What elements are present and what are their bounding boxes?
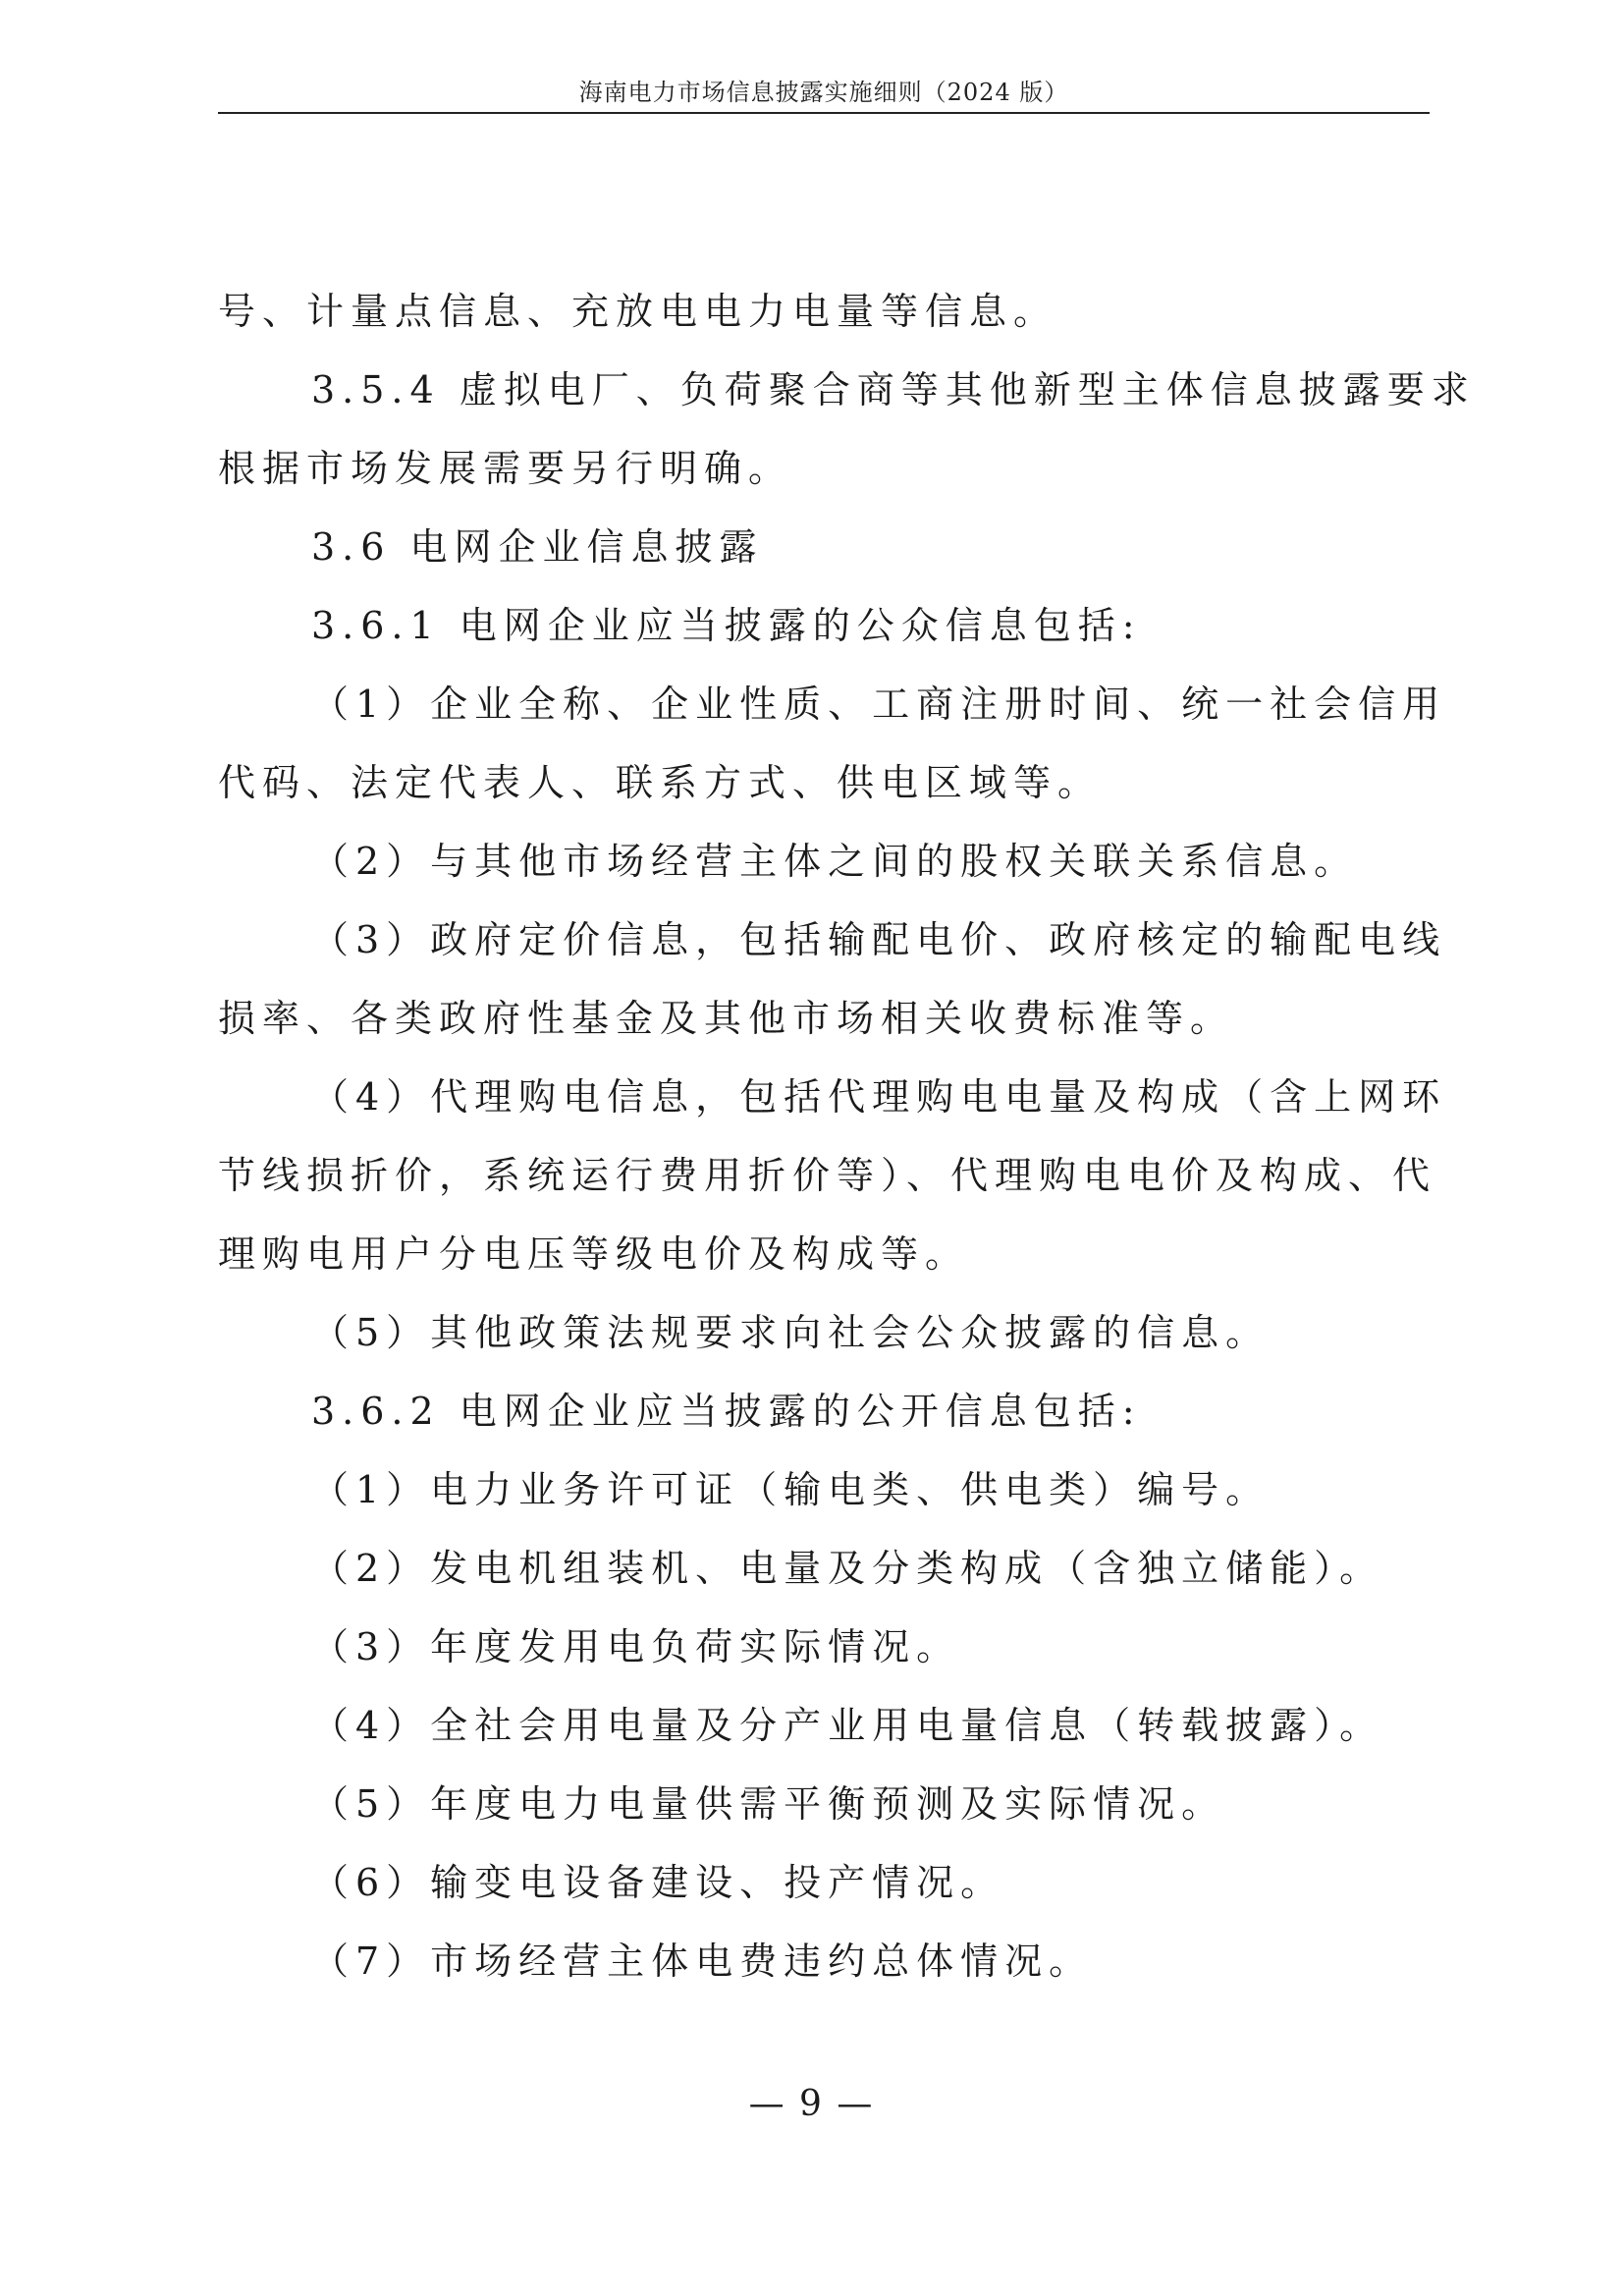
text-line: 3.5.4 虚拟电厂、负荷聚合商等其他新型主体信息披露要求: [311, 368, 1476, 411]
text-line: 损率、各类政府性基金及其他市场相关收费标准等。: [218, 997, 1235, 1040]
text-line: （7）市场经营主体电费违约总体情况。: [311, 1940, 1094, 1983]
text-line: （4）全社会用电量及分产业用电量信息（转载披露）。: [311, 1704, 1384, 1747]
text-line: （2）发电机组装机、电量及分类构成（含独立储能）。: [311, 1547, 1384, 1590]
text-line: （3）年度发用电负荷实际情况。: [311, 1625, 961, 1668]
text-line: 代码、法定代表人、联系方式、供电区域等。: [218, 761, 1103, 804]
text-line: 根据市场发展需要另行明确。: [218, 447, 793, 490]
text-line: 3.6.2 电网企业应当披露的公开信息包括:: [311, 1390, 1142, 1433]
text-line: （2）与其他市场经营主体之间的股权关联关系信息。: [311, 840, 1359, 883]
page-number: — 9 —: [748, 2084, 875, 2124]
text-line: 节线损折价，系统运行费用折价等）、代理购电电价及构成、代: [218, 1154, 1437, 1197]
text-line: 3.6.1 电网企业应当披露的公众信息包括:: [311, 604, 1142, 647]
text-line: （1）电力业务许可证（输电类、供电类）编号。: [311, 1468, 1271, 1511]
text-line: （5）年度电力电量供需平衡预测及实际情况。: [311, 1782, 1226, 1826]
text-line: 号、计量点信息、充放电电力电量等信息。: [218, 290, 1058, 333]
running-header: 海南电力市场信息披露实施细则（2024 版）: [578, 79, 1069, 106]
text-line: （4）代理购电信息，包括代理购电电量及构成（含上网环: [311, 1075, 1447, 1119]
header-rule: [218, 112, 1430, 114]
section-heading: 3.6 电网企业信息披露: [311, 525, 764, 569]
text-line: （1）企业全称、企业性质、工商注册时间、统一社会信用: [311, 683, 1447, 726]
text-line: （3）政府定价信息，包括输配电价、政府核定的输配电线: [311, 918, 1447, 961]
text-line: 理购电用户分电压等级电价及构成等。: [218, 1232, 970, 1276]
text-line: （6）输变电设备建设、投产情况。: [311, 1861, 1005, 1904]
text-line: （5）其他政策法规要求向社会公众披露的信息。: [311, 1311, 1271, 1354]
